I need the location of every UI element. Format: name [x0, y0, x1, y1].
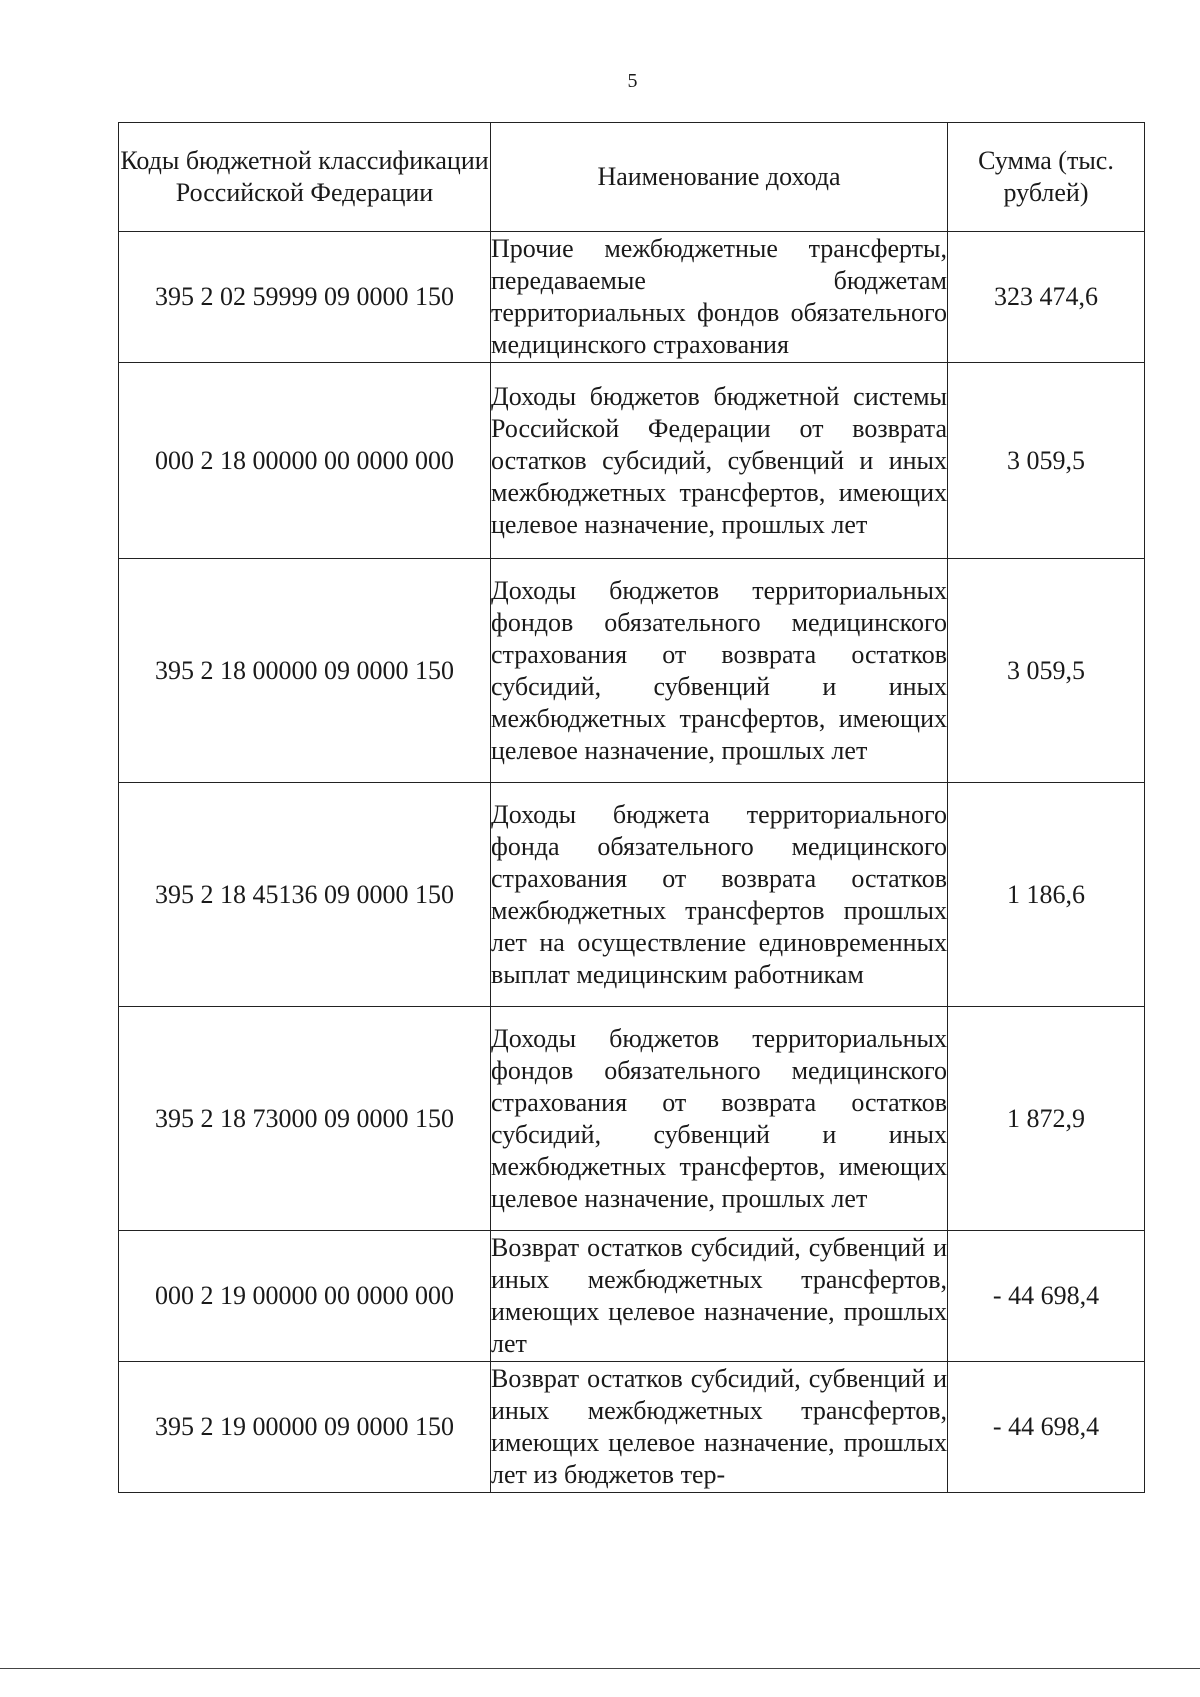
- table-row: [119, 232, 1145, 363]
- row-name: Доходы бюджета территориального фонда обязательного медицинского страхования от возврата остатков межбюджетных трансфертов прошлых лет на осуществление единовременных выплат медицинским работникам: [491, 783, 948, 1007]
- row-name: Возврат остатков субсидий, субвенций и иных межбюджетных трансфертов, имеющих целевое назначение, прошлых лет: [491, 1231, 948, 1362]
- table-row: [119, 559, 1145, 783]
- row-name: Доходы бюджетов территориальных фондов обязательного медицинского страхования от возврата остатков субсидий, субвенций и иных межбюджетных трансфертов, имеющих целевое назначение, прошлых лет: [491, 559, 948, 783]
- header-sum: Сумма (тыс. рублей): [948, 123, 1145, 232]
- row-sum: 1 872,9: [948, 1007, 1145, 1231]
- row-sum: 3 059,5: [948, 363, 1145, 559]
- table-row: [119, 1362, 1145, 1493]
- row-code: 395 2 02 59999 09 0000 150: [119, 232, 491, 363]
- row-code: 000 2 19 00000 00 0000 000: [119, 1231, 491, 1362]
- table-row: [119, 363, 1145, 559]
- row-code: 395 2 18 45136 09 0000 150: [119, 783, 491, 1007]
- row-sum: - 44 698,4: [948, 1231, 1145, 1362]
- row-name: Возврат остатков субсидий, субвенций и иных межбюджетных трансфертов, имеющих целевое назначение, прошлых лет из бюджетов тер-: [491, 1362, 948, 1493]
- revenue-table: [118, 122, 1145, 1493]
- page-number: 5: [627, 70, 638, 92]
- row-code: 000 2 18 00000 00 0000 000: [119, 363, 491, 559]
- row-code: 395 2 18 73000 09 0000 150: [119, 1007, 491, 1231]
- row-name: Доходы бюджетов бюджетной системы Российской Федерации от возврата остатков субсидий, субвенций и иных межбюджетных трансфертов, имеющих целевое назначение, прошлых лет: [491, 363, 948, 559]
- page-bottom-rule: [0, 1668, 1200, 1669]
- header-name: Наименование дохода: [491, 123, 948, 232]
- header-code: Коды бюджетной классификации Российской Федерации: [119, 123, 491, 232]
- row-code: 395 2 18 00000 09 0000 150: [119, 559, 491, 783]
- table-row: [119, 783, 1145, 1007]
- row-sum: 1 186,6: [948, 783, 1145, 1007]
- row-sum: 323 474,6: [948, 232, 1145, 363]
- row-name: Доходы бюджетов территориальных фондов обязательного медицинского страхования от возврата остатков субсидий, субвенций и иных межбюджетных трансфертов, имеющих целевое назначение, прошлых лет: [491, 1007, 948, 1231]
- row-sum: - 44 698,4: [948, 1362, 1145, 1493]
- table-header-row: [119, 123, 1145, 232]
- row-name: Прочие межбюджетные трансферты, передаваемые бюджетам территориальных фондов обязательного медицинского страхования: [491, 232, 948, 363]
- row-sum: 3 059,5: [948, 559, 1145, 783]
- row-code: 395 2 19 00000 09 0000 150: [119, 1362, 491, 1493]
- table-row: [119, 1231, 1145, 1362]
- table-row: [119, 1007, 1145, 1231]
